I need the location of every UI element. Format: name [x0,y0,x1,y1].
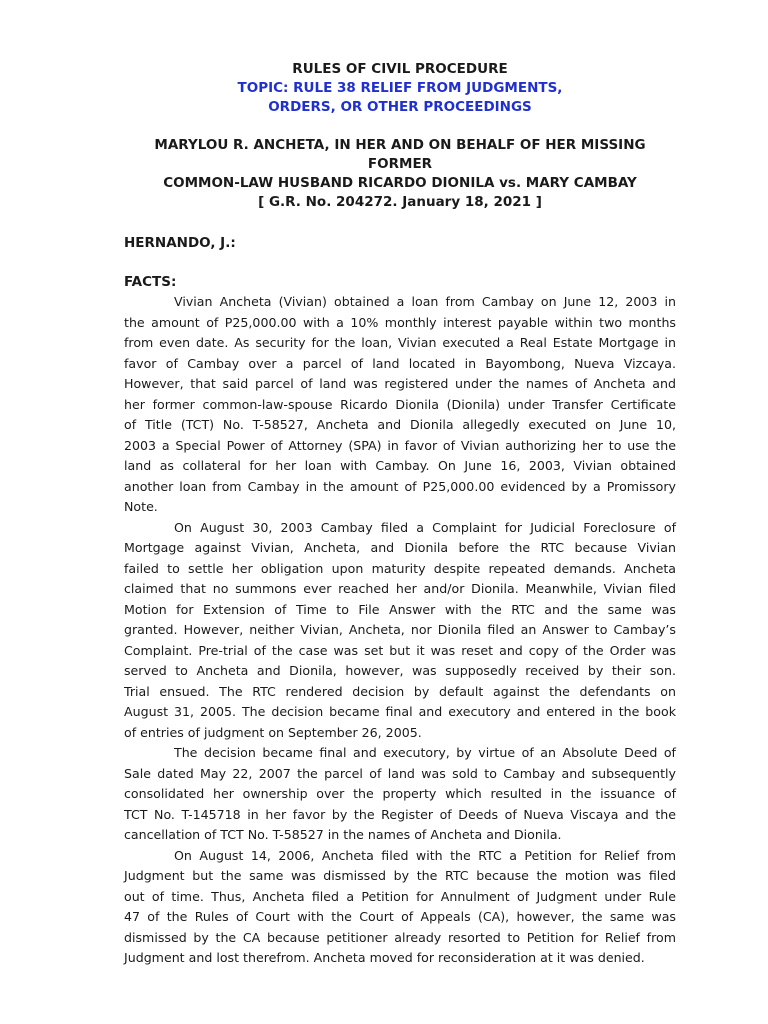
paragraph-line: out of time. Thus, Ancheta filed a Petition for Annulment of Judgment under Rule [124,888,676,904]
paragraph-line: The decision became final and executory, by virtue of an Absolute Deed of [174,745,676,760]
topic-line-2: ORDERS, OR OTHER PROCEEDINGS [268,99,532,115]
paragraph-line: Judgment and lost therefrom. Ancheta moved for reconsideration at it was denied. [124,950,645,965]
paragraph-line: served to Ancheta and Dionila, however, was supposedly received by their son. [124,663,676,678]
paragraph-line: from even date. As security for the loan, Vivian executed a Real Estate Mortgage in [124,335,676,350]
paragraph-line: failed to settle her obligation upon maturity despite repeated demands. Ancheta [124,560,676,576]
paragraph-line: However, that said parcel of land was registered under the names of Ancheta and [124,376,676,391]
paragraph-line: of entries of judgment on September 26, 2005. [124,724,422,740]
paragraph-line: August 31, 2005. The decision became final and executory and entered in the book [124,704,676,719]
paragraph-line: consolidated her ownership over the property which resulted in the issuance of [124,786,676,801]
paragraph-line: 47 of the Rules of Court with the Court of Appeals (CA), however, the same was [124,909,676,924]
paragraph-line: Note. [124,499,158,514]
facts-body [124,292,676,969]
paragraph-line: granted. However, neither Vivian, Ancheta, nor Dionila filed an Answer to Cambay’s [124,622,676,637]
paragraph-line: On August 14, 2006, Ancheta filed with the RTC a Petition for Relief from [174,847,676,863]
paragraph-line: her former common-law-spouse Ricardo Dionila (Dionila) under Transfer Certificate [124,396,676,412]
facts-paragraph [124,518,676,744]
document-header [124,60,676,117]
paragraph-line: Mortgage against Vivian, Ancheta, and Dionila before the RTC because Vivian [124,540,676,555]
paragraph-line: claimed that no summons ever reached her and/or Dionila. Meanwhile, Vivian filed [124,581,676,596]
case-parties-line-2: COMMON-LAW HUSBAND RICARDO DIONILA vs. MARY CAMBAY [163,175,637,191]
facts-heading: FACTS: [124,274,177,290]
paragraph-line: the amount of P25,000.00 with a 10% monthly interest payable within two months [124,314,676,330]
document-title: RULES OF CIVIL PROCEDURE [292,61,508,77]
paragraph-line: Trial ensued. The RTC rendered decision by default against the defendants on [124,683,676,699]
facts-paragraph [124,743,676,846]
paragraph-line: another loan from Cambay in the amount of P25,000.00 evidenced by a Promissory [124,478,676,494]
paragraph-line: dismissed by the CA because petitioner already resorted to Petition for Relief from [124,929,676,945]
paragraph-line: land as collateral for her loan with Cambay. On June 16, 2003, Vivian obtained [124,458,676,473]
paragraph-line: favor of Cambay over a parcel of land located in Bayombong, Nueva Vizcaya. [124,355,676,371]
case-parties-line-1: MARYLOU R. ANCHETA, IN HER AND ON BEHALF OF HER MISSING FORMER [154,137,646,172]
ponente: HERNANDO, J.: [124,235,236,251]
paragraph-line: of Title (TCT) No. T-58527, Ancheta and Dionila allegedly executed on June 10, [124,417,676,432]
case-caption [124,136,676,212]
paragraph-line: cancellation of TCT No. T-58527 in the names of Ancheta and Dionila. [124,827,562,842]
paragraph-line: 2003 a Special Power of Attorney (SPA) in favor of Vivian authorizing her to use the [124,437,676,453]
paragraph-line: Complaint. Pre-trial of the case was set but it was reset and copy of the Order was [124,642,676,658]
case-citation: [ G.R. No. 204272. January 18, 2021 ] [258,194,542,210]
paragraph-line: On August 30, 2003 Cambay filed a Complaint for Judicial Foreclosure of [174,519,676,535]
paragraph-line: TCT No. T-145718 in her favor by the Register of Deeds of Nueva Viscaya and the [124,806,676,822]
topic-line-1: TOPIC: RULE 38 RELIEF FROM JUDGMENTS, [237,80,563,96]
facts-paragraph [124,292,676,518]
paragraph-line: Vivian Ancheta (Vivian) obtained a loan from Cambay on June 12, 2003 in [174,294,676,309]
paragraph-line: Sale dated May 22, 2007 the parcel of land was sold to Cambay and subsequently [124,765,676,781]
paragraph-line: Judgment but the same was dismissed by the RTC because the motion was filed [124,868,676,883]
facts-paragraph [124,846,676,969]
paragraph-line: Motion for Extension of Time to File Answer with the RTC and the same was [124,601,676,617]
